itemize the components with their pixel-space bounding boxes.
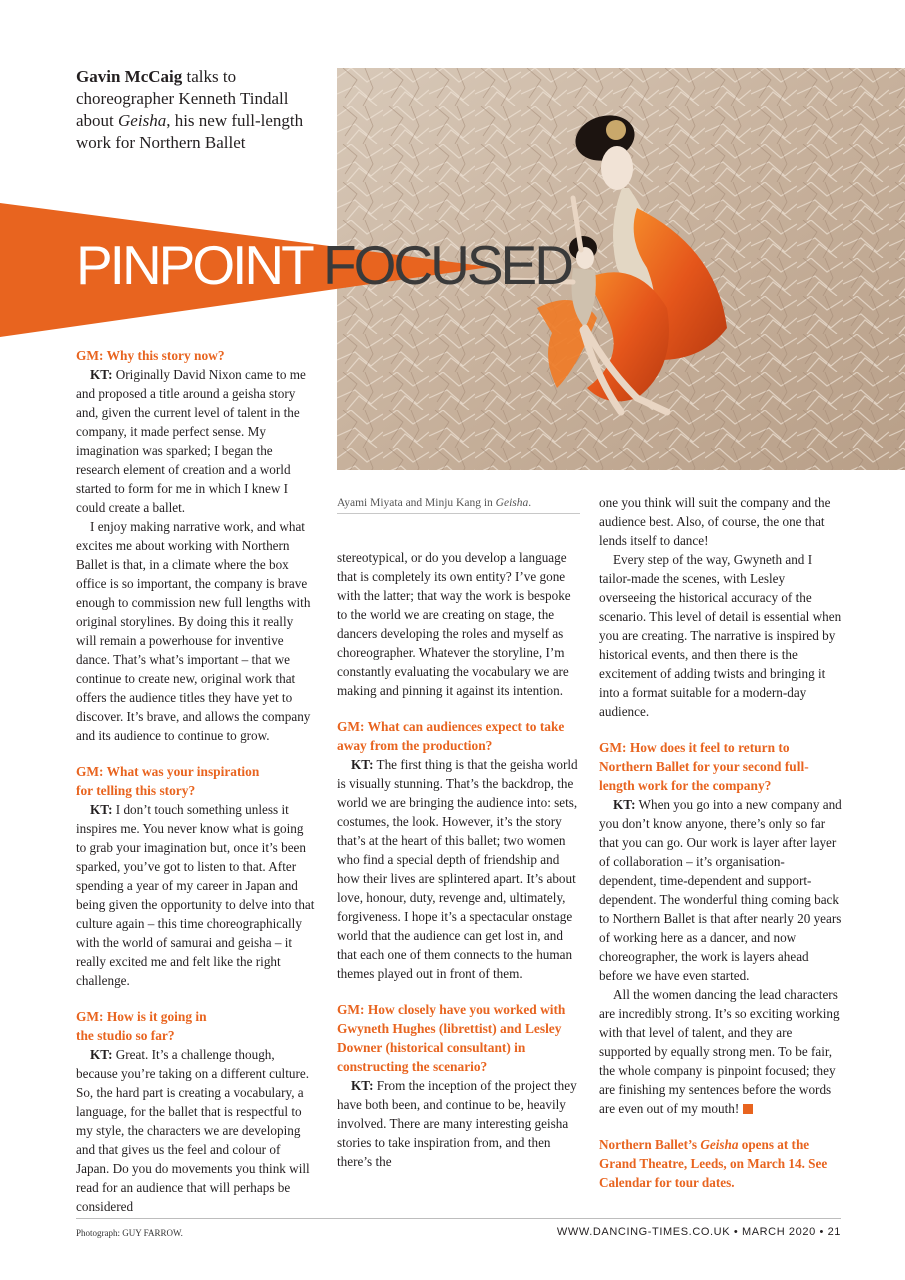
question-heading: GM: Why this story now?	[76, 348, 225, 363]
page-title: PINPOINT FOCUSED	[76, 234, 571, 296]
website: WWW.DANCING-TIMES.CO.UK	[556, 1226, 731, 1238]
footer-divider	[76, 1218, 841, 1219]
end-mark-icon	[743, 1104, 753, 1114]
article-column-3: one you think will suit the company and the audience best. Also, of course, the one that lends itself to dance! Every step of the way, Gwyneth and I tailor-made the scenes, with Lesley overseeing the historical accuracy of the scenario. This level of detail is essential when you are creating. The narrative is inspired by historical events, and then there is the excitement of adding twists and bringing it into a format suitable for a modern-day audience. GM: How does it feel to return to Northern Ballet for your second full-length work for the company? KT: When you go into a new company and you don’t know anyone, there’s only so far that you can go. Our work is layer after layer of collaboration – it’s organisation-dependent, time-dependent and support-dependent. The wonderful thing coming back to Northern Ballet is that after nearly 20 years of working here as a dancer, and now choreographer, the work is layers ahead before we have even started. All the women dancing the lead characters are incredibly strong. It’s so exciting working with that level of talent, and they are supported by equally strong men. To be fair, the whole company is pinpoint focused; they are finishing my sentences before the words are even out of my mouth! Northern Ballet’s Geisha opens at the Grand Theatre, Leeds, on March 14. See Calendar for tour dates.	[599, 495, 842, 1190]
caption-divider	[337, 513, 580, 514]
standfirst: Gavin McCaig talks to choreographer Kenneth Tindall about Geisha, his new full-length work for Northern Ballet	[76, 67, 304, 152]
work-title: Geisha	[118, 111, 167, 130]
article-column-1: GM: Why this story now? KT: Originally David Nixon came to me and proposed a title around a geisha story and, given the current level of talent in the company, it made perfect sense. My imagination was sparked; I began the research element of creation and a world started to form for me in which I knew I could create a ballet. I enjoy making narrative work, and what excites me about working with Northern Ballet is that, in a climate where the box office is so important, the company is brave enough to commission new full lengths with original storylines. By doing this it really will remain a powerhouse for inventive dance. That’s what’s important – that we continue to create new, original work that offers the audience titles they have yet to discover. It’s brave, and allows the company and its audience to continue to grow. GM: What was your inspiration for telling this story? KT: I don’t touch something unless it inspires me. You never know what is going to grab your imagination but, once it’s been sparked, you’ve got to listen to that. After spending a year of my career in Japan and being given the opportunity to delve into that culture again – this time choreographically with the world of samurai and geisha – it really excited me and felt like the right challenge. GM: How is it going in the studio so far? KT: Great. It’s a challenge though, because you’re taking on a different culture. So, the hard part is creating a vocabulary, a language, for the ballet that is respectful to my style, the characters we are developing and that gives us the feel and colour of Japan. Do you do movements you think will read for an audience that will perhaps be considered	[76, 348, 315, 1214]
page-number: 21	[827, 1226, 841, 1238]
photo-credit: Photograph: GUY FARROW.	[76, 1228, 183, 1238]
performance-info: Northern Ballet’s Geisha opens at the Grand Theatre, Leeds, on March 14. See Calendar for tour dates.	[599, 1137, 828, 1190]
question-heading: GM: What was your inspiration for telling this story?	[76, 764, 260, 798]
question-heading: GM: What can audiences expect to take away from the production?	[337, 719, 565, 753]
question-heading: GM: How does it feel to return to Northern Ballet for your second full-length work for the company?	[599, 740, 809, 793]
author-name: Gavin McCaig	[76, 67, 183, 86]
photo-caption: Ayami Miyata and Minju Kang in Geisha.	[337, 497, 532, 509]
question-heading: GM: How closely have you worked with Gwyneth Hughes (librettist) and Lesley Downer (historical consultant) in constructing the scenario?	[337, 1002, 566, 1074]
issue-date: MARCH 2020	[741, 1226, 816, 1238]
question-heading: GM: How is it going in the studio so far?	[76, 1009, 207, 1043]
article-column-2: stereotypical, or do you develop a language that is completely its own entity? I’ve gone with the latter; that way the work is bespoke to the world we are creating on stage, the dancers developing the roles and myself as choreographer. Whatever the storyline, I’m constantly evaluating the vocabulary we are making and pinning it against its intention. GM: What can audiences expect to take away from the production? KT: The first thing is that the geisha world is visually stunning. That’s the backdrop, the world we are bringing the audience into: sets, costumes, the look. However, it’s the story that’s at the heart of this ballet; two women who find a special depth of friendship and how their lives are splintered apart. It’s about love, honour, duty, revenge and, ultimately, forgiveness. I hope it’s a spectacular onstage world that the audience can get lost in, and that each one of them connects to the human themes played out in front of them. GM: How closely have you worked with Gwyneth Hughes (librettist) and Lesley Downer (historical consultant) in constructing the scenario? KT: From the inception of the project they have both been, and continue to be, heavily involved. There are many interesting geisha stories to take inspiration from, and then there’s the	[337, 548, 580, 1171]
folio: WWW.DANCING-TIMES.CO.UK • MARCH 2020 • 21	[556, 1226, 841, 1238]
